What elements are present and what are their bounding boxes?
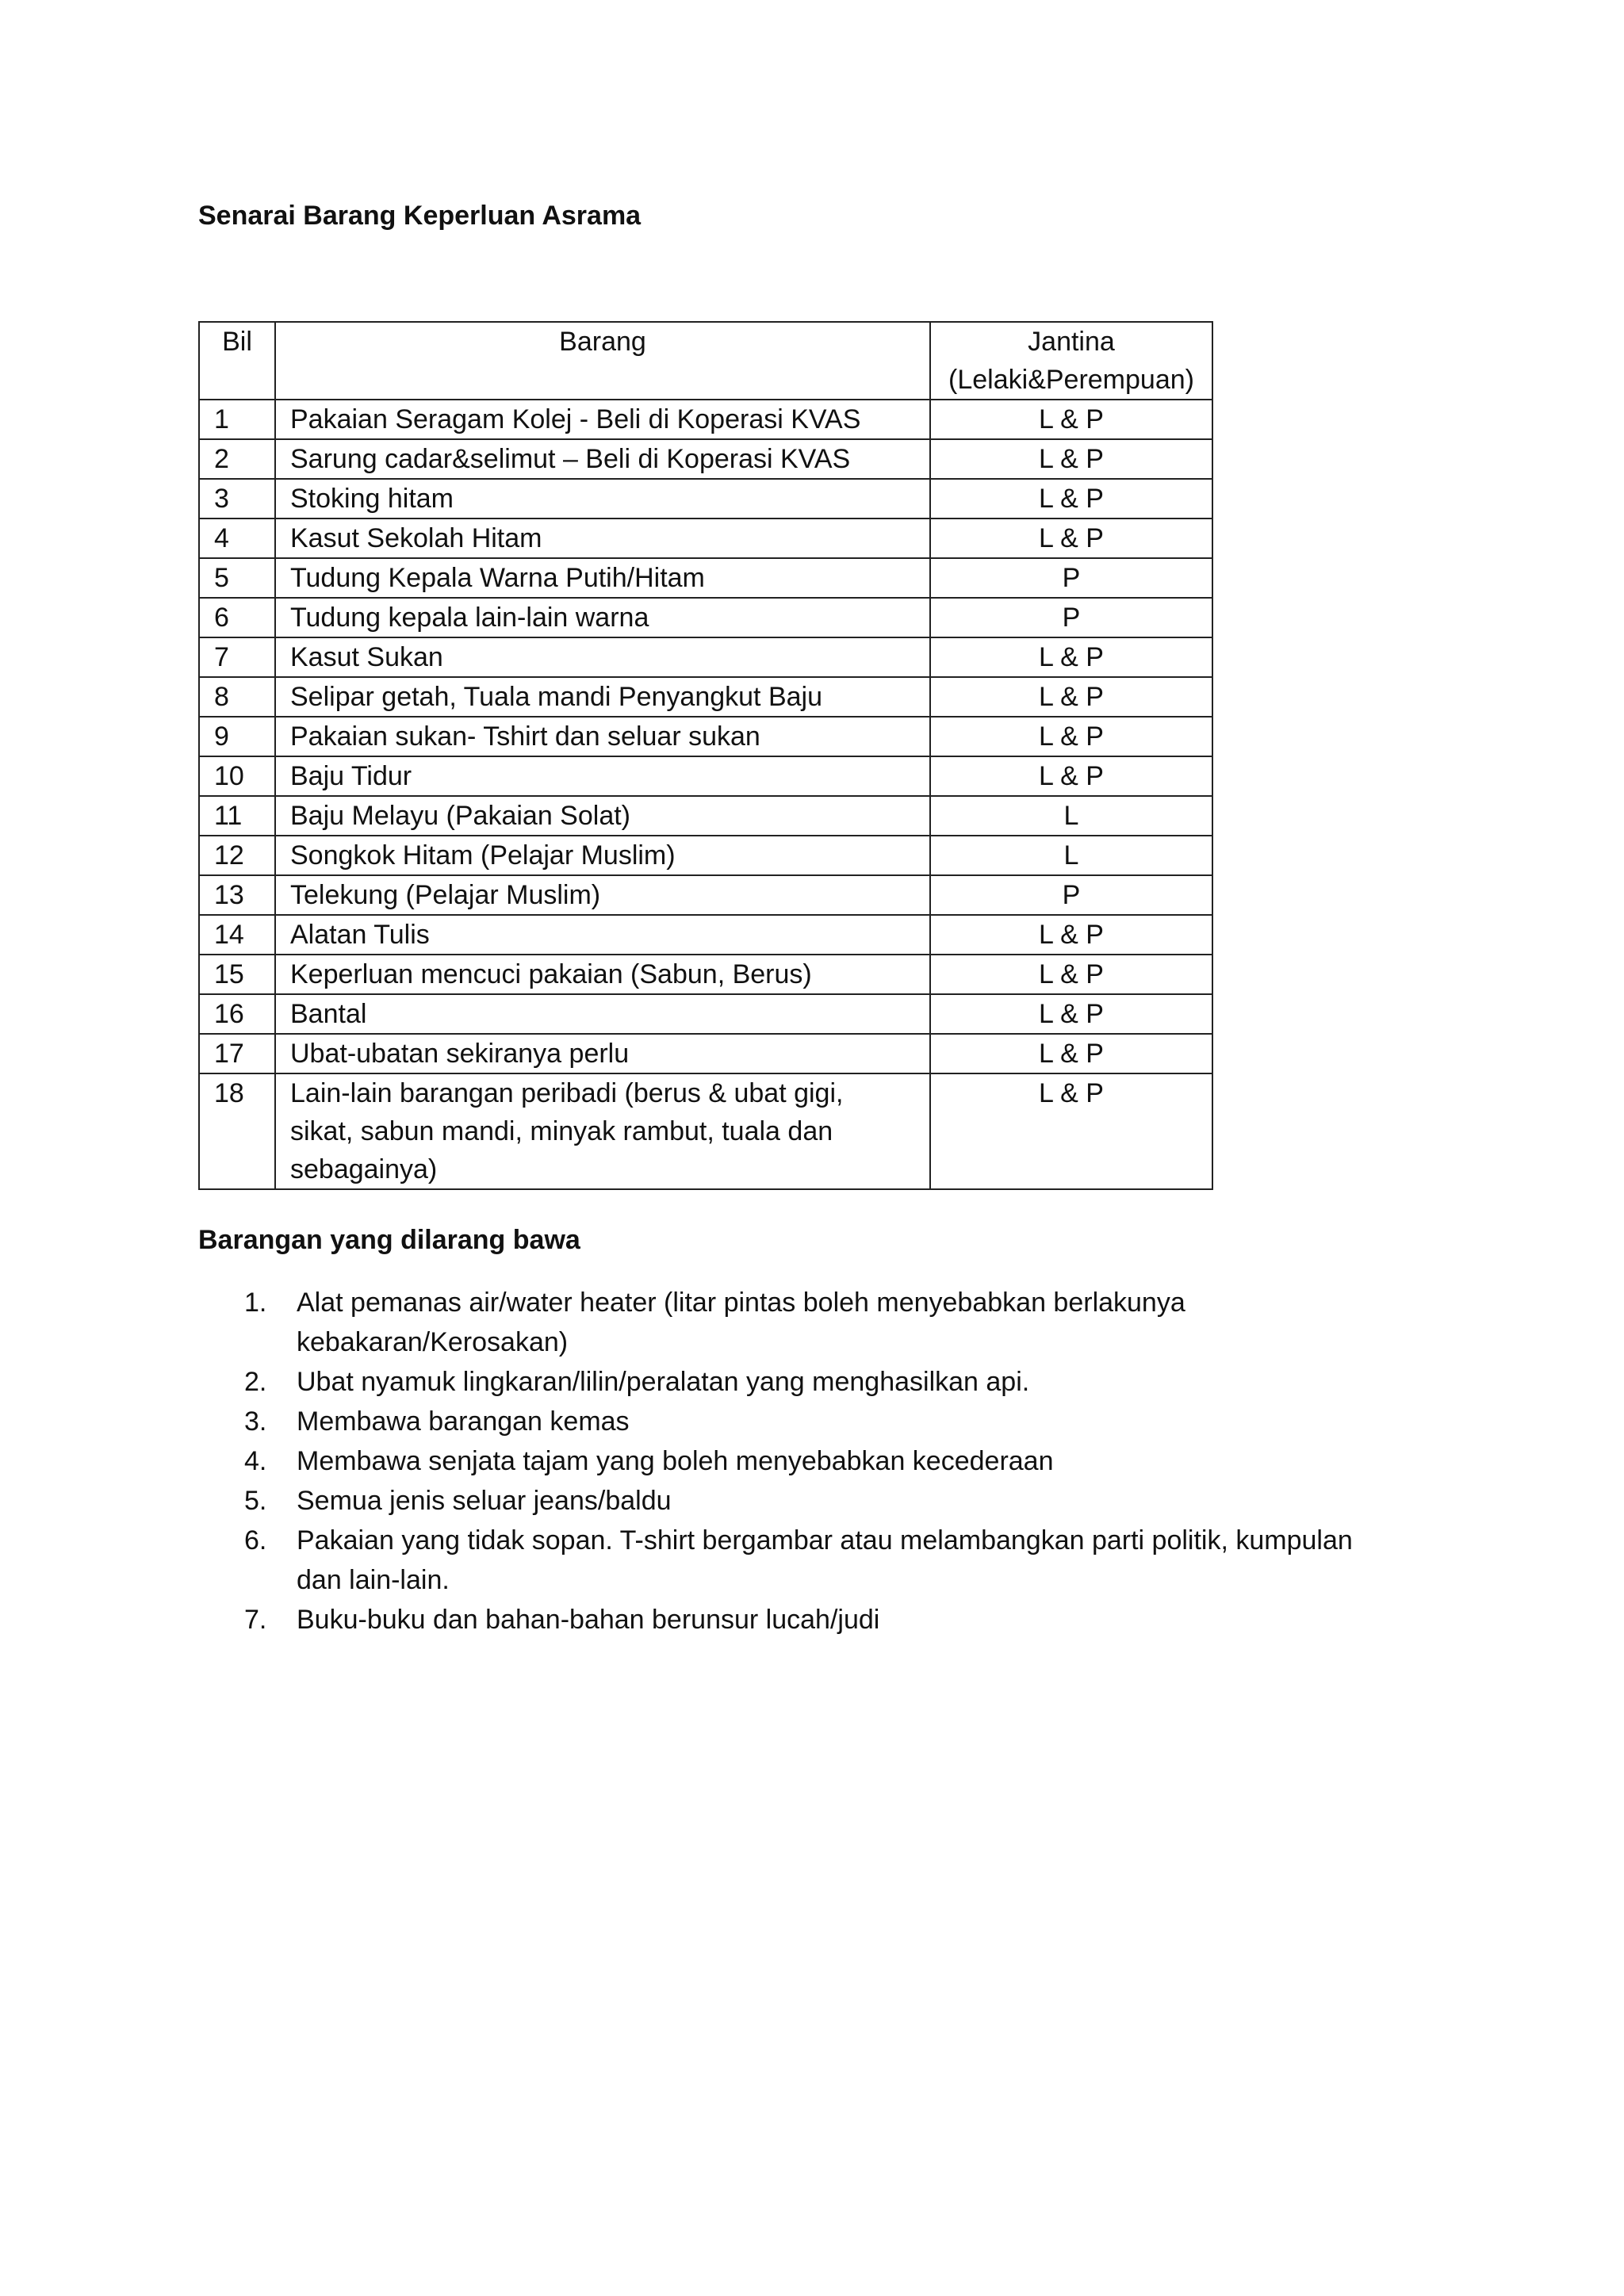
cell-jantina: L & P [930, 439, 1212, 479]
cell-jantina: L & P [930, 400, 1212, 439]
cell-barang-line: sikat, sabun mandi, minyak rambut, tuala dan [290, 1116, 833, 1146]
cell-jantina: L & P [930, 955, 1212, 994]
header-jantina-line2: (Lelaki&Perempuan) [948, 365, 1194, 395]
list-item-number: 5. [244, 1486, 267, 1516]
cell-barang: Sarung cadar&selimut – Beli di Koperasi KVAS [275, 439, 930, 479]
list-item-line: Pakaian yang tidak sopan. T-shirt bergambar atau melambangkan parti politik, kumpulan [297, 1525, 1353, 1556]
list-item-line: Membawa senjata tajam yang boleh menyebabkan kecederaan [297, 1446, 1054, 1476]
cell-jantina: L & P [930, 479, 1212, 519]
cell-bil: 2 [199, 439, 275, 479]
table-row [199, 875, 1212, 915]
cell-jantina: L & P [930, 519, 1212, 558]
cell-barang: Tudung Kepala Warna Putih/Hitam [275, 558, 930, 598]
cell-jantina: L & P [930, 1073, 1212, 1189]
cell-bil: 4 [199, 519, 275, 558]
list-item [198, 1441, 1435, 1481]
cell-jantina: L & P [930, 677, 1212, 717]
table-row [199, 717, 1212, 756]
cell-jantina: P [930, 598, 1212, 637]
cell-jantina: P [930, 875, 1212, 915]
table-row [199, 915, 1212, 955]
cell-barang: Ubat-ubatan sekiranya perlu [275, 1034, 930, 1073]
cell-bil: 8 [199, 677, 275, 717]
cell-jantina: L & P [930, 717, 1212, 756]
cell-barang: Alatan Tulis [275, 915, 930, 955]
cell-jantina: L & P [930, 637, 1212, 677]
list-item [198, 1481, 1435, 1521]
banned-section-title: Barangan yang dilarang bawa [198, 1225, 580, 1255]
list-item [198, 1283, 1435, 1362]
table-row [199, 756, 1212, 796]
cell-bil: 15 [199, 955, 275, 994]
list-item-number: 3. [244, 1406, 267, 1437]
cell-bil: 16 [199, 994, 275, 1034]
cell-bil: 17 [199, 1034, 275, 1073]
cell-barang-line: Lain-lain barangan peribadi (berus & ubat gigi, [290, 1078, 844, 1108]
table-row [199, 836, 1212, 875]
cell-bil: 1 [199, 400, 275, 439]
cell-barang: Tudung kepala lain-lain warna [275, 598, 930, 637]
cell-jantina: L [930, 836, 1212, 875]
table-row [199, 955, 1212, 994]
table-row [199, 558, 1212, 598]
header-jantina-line1: Jantina [1028, 327, 1115, 357]
list-item-line: Ubat nyamuk lingkaran/lilin/peralatan yang menghasilkan api. [297, 1367, 1030, 1397]
cell-barang-line: sebagainya) [290, 1154, 438, 1184]
cell-bil: 3 [199, 479, 275, 519]
table-row [199, 439, 1212, 479]
table-row [199, 1073, 1212, 1189]
list-item-number: 1. [244, 1288, 267, 1318]
cell-barang: Kasut Sekolah Hitam [275, 519, 930, 558]
cell-bil: 10 [199, 756, 275, 796]
cell-barang: Pakaian Seragam Kolej - Beli di Koperasi KVAS [275, 400, 930, 439]
table-row [199, 637, 1212, 677]
cell-jantina: L & P [930, 915, 1212, 955]
table-row [199, 598, 1212, 637]
list-item-line: Alat pemanas air/water heater (litar pintas boleh menyebabkan berlakunya [297, 1288, 1185, 1318]
cell-barang: Baju Melayu (Pakaian Solat) [275, 796, 930, 836]
cell-bil: 14 [199, 915, 275, 955]
table-row [199, 1034, 1212, 1073]
cell-barang: Keperluan mencuci pakaian (Sabun, Berus) [275, 955, 930, 994]
list-item-number: 4. [244, 1446, 267, 1476]
cell-jantina: L & P [930, 1034, 1212, 1073]
list-item-line: Membawa barangan kemas [297, 1406, 630, 1437]
list-item [198, 1600, 1435, 1640]
cell-barang: Songkok Hitam (Pelajar Muslim) [275, 836, 930, 875]
banned-items-list [198, 1283, 1435, 1640]
cell-bil: 11 [199, 796, 275, 836]
cell-jantina: P [930, 558, 1212, 598]
list-item-line: dan lain-lain. [297, 1565, 450, 1595]
list-item-number: 7. [244, 1605, 267, 1635]
list-item [198, 1521, 1435, 1600]
page-title: Senarai Barang Keperluan Asrama [198, 201, 642, 231]
cell-bil: 7 [199, 637, 275, 677]
header-barang: Barang [275, 322, 930, 400]
cell-jantina: L & P [930, 994, 1212, 1034]
table-header-row [199, 322, 1212, 400]
list-item-line: Semua jenis seluar jeans/baldu [297, 1486, 672, 1516]
list-item-line: kebakaran/Kerosakan) [297, 1327, 569, 1357]
cell-jantina: L [930, 796, 1212, 836]
header-bil: Bil [199, 322, 275, 400]
cell-bil: 9 [199, 717, 275, 756]
list-item-number: 6. [244, 1525, 267, 1556]
items-table [198, 321, 1213, 1190]
table-row [199, 796, 1212, 836]
list-item [198, 1402, 1435, 1441]
cell-barang: Baju Tidur [275, 756, 930, 796]
cell-jantina: L & P [930, 756, 1212, 796]
cell-bil: 5 [199, 558, 275, 598]
table-row [199, 479, 1212, 519]
cell-barang: Stoking hitam [275, 479, 930, 519]
table-row [199, 519, 1212, 558]
cell-bil: 12 [199, 836, 275, 875]
table-row [199, 677, 1212, 717]
cell-barang [275, 1073, 930, 1189]
cell-barang: Pakaian sukan- Tshirt dan seluar sukan [275, 717, 930, 756]
cell-bil: 6 [199, 598, 275, 637]
cell-barang: Selipar getah, Tuala mandi Penyangkut Baju [275, 677, 930, 717]
list-item-number: 2. [244, 1367, 267, 1397]
table-row [199, 400, 1212, 439]
list-item [198, 1362, 1435, 1402]
cell-barang: Kasut Sukan [275, 637, 930, 677]
cell-barang: Bantal [275, 994, 930, 1034]
cell-barang: Telekung (Pelajar Muslim) [275, 875, 930, 915]
table-row [199, 994, 1212, 1034]
list-item-line: Buku-buku dan bahan-bahan berunsur lucah/judi [297, 1605, 880, 1635]
cell-bil: 18 [199, 1073, 275, 1189]
cell-bil: 13 [199, 875, 275, 915]
header-jantina [930, 322, 1212, 400]
